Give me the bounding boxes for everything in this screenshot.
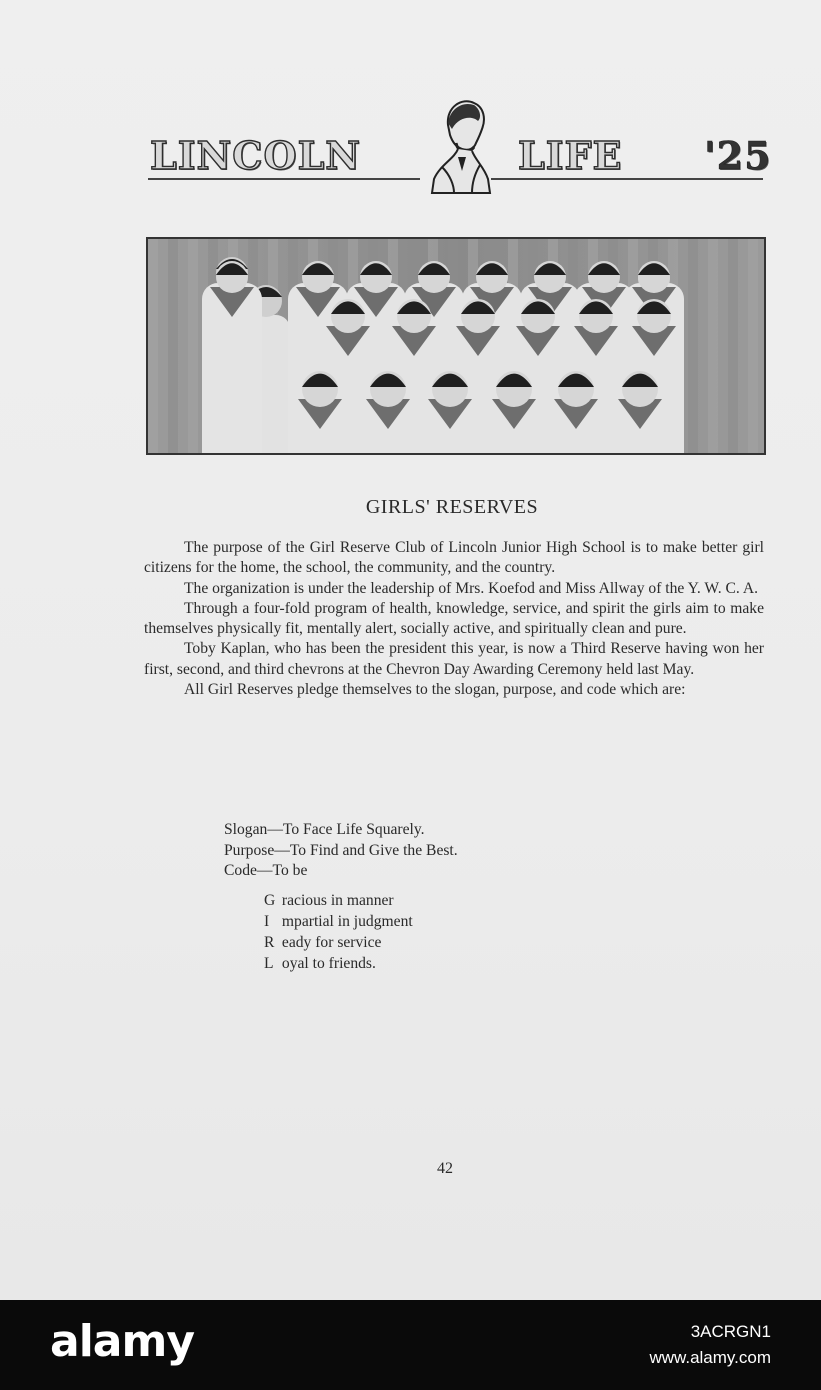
code-item: [264, 890, 413, 911]
watermark-bar: [0, 1300, 821, 1390]
code-item: [264, 932, 413, 953]
paragraph-program: Through a four-fold program of health, knowledge, service, and spirit the girls aim to make themselves physically fit, mentally alert, socially active, and spiritually clean and pure.: [144, 599, 764, 638]
code-text: eady for service: [281, 934, 382, 951]
code-item: [264, 911, 413, 932]
code-letter: R: [264, 934, 275, 951]
header-year: '25: [704, 133, 772, 178]
article-title: GIRLS' RESERVES: [365, 496, 539, 518]
paragraph-pledge: All Girl Reserves pledge themselves to the slogan, purpose, and code which are:: [184, 681, 686, 699]
alamy-logo: alamy: [50, 1316, 194, 1367]
code-text: racious in manner: [281, 892, 394, 909]
watermark-url: www.alamy.com: [649, 1348, 771, 1367]
code-text: mpartial in judgment: [281, 913, 413, 930]
code-letter: G: [264, 892, 276, 909]
page-number: 42: [437, 1160, 453, 1177]
header-rule-left: [148, 178, 420, 180]
code-letter: L: [264, 955, 274, 972]
page-header: [148, 95, 772, 195]
code-letter: I: [264, 913, 270, 930]
article-body: [144, 538, 764, 700]
paragraph-purpose: The purpose of the Girl Reserve Club of Lincoln Junior High School is to make better girl citizens for the home, the school, the community, and the country.: [144, 539, 764, 577]
code-text: oyal to friends.: [281, 955, 376, 972]
figure: [202, 261, 262, 453]
group-photo: [146, 237, 766, 455]
header-rule-right: [491, 178, 763, 180]
paragraph-president: Toby Kaplan, who has been the president this year, is now a Third Reserve having won her first, second, and third chevrons at the Chevron Day Awarding Ceremony held last May.: [144, 640, 764, 678]
group-photo-art: [148, 239, 764, 453]
code-item: [264, 953, 413, 974]
header-word-lincoln: LINCOLN: [150, 133, 362, 178]
slogan-line: Slogan—To Face Life Squarely.: [224, 821, 425, 838]
pledge-list: [224, 820, 458, 882]
paragraph-leadership: The organization is under the leadership of Mrs. Koefod and Miss Allway of the Y. W. C. A.: [184, 579, 758, 597]
code-line: Code—To be: [224, 862, 308, 879]
image-id: 3ACRGN1: [690, 1322, 771, 1341]
header-word-life: LIFE: [518, 133, 623, 178]
purpose-line: Purpose—To Find and Give the Best.: [224, 841, 458, 859]
lincoln-portrait-icon: [428, 95, 494, 195]
code-acrostic: [264, 890, 413, 974]
